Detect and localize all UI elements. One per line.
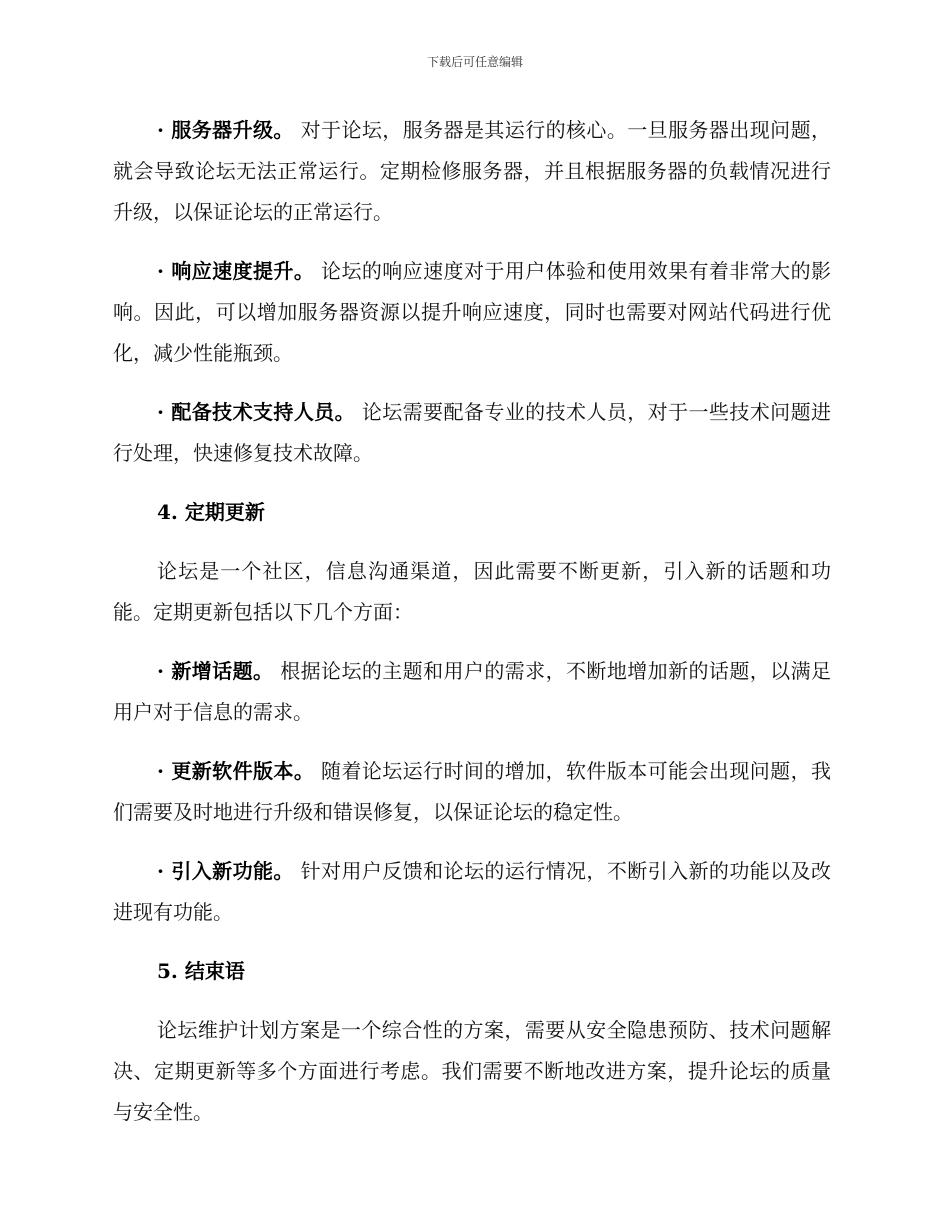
bullet-lead-tech-support: · 配备技术支持人员。 [157, 400, 356, 424]
paragraph-new-topics [113, 651, 831, 733]
section-heading-conclusion: 5. 结束语 [157, 959, 245, 983]
bullet-lead-new-features: · 引入新功能。 [157, 859, 294, 883]
paragraph-software-version [113, 751, 831, 833]
bullet-body-response-speed: 论坛的响应速度对于用户体验和使用效果有着非常大的影响。因此，可以增加服务器资源以提升响应速度，同时也需要对网站代码进行优化，减少性能瓶颈。 [113, 259, 831, 365]
paragraph-new-features [113, 851, 831, 933]
bullet-lead-new-topics: · 新增话题。 [157, 659, 274, 683]
bullet-lead-software-version: · 更新软件版本。 [157, 759, 315, 783]
bullet-body-server-upgrade: 对于论坛，服务器是其运行的核心。一旦服务器出现问题，就会导致论坛无法正常运行。定期检修服务器，并且根据服务器的负载情况进行升级，以保证论坛的正常运行。 [113, 118, 831, 224]
bullet-lead-response-speed: · 响应速度提升。 [157, 259, 315, 283]
bullet-lead-server-upgrade: · 服务器升级。 [157, 118, 294, 142]
paragraph-response-speed [113, 251, 831, 374]
section-heading-regular-updates: 4. 定期更新 [157, 500, 265, 524]
bullet-body-software-version: 随着论坛运行时间的增加，软件版本可能会出现问题，我们需要及时地进行升级和错误修复，以保证论坛的稳定性。 [113, 759, 831, 824]
paragraph-server-upgrade [113, 110, 831, 233]
bullet-body-new-topics: 根据论坛的主题和用户的需求，不断地增加新的话题，以满足用户对于信息的需求。 [113, 659, 831, 724]
page-header-note: 下载后可任意编辑 [426, 55, 523, 69]
bullet-body-new-features: 针对用户反馈和论坛的运行情况，不断引入新的功能以及改进现有功能。 [113, 859, 831, 924]
paragraph-conclusion: 论坛维护计划方案是一个综合性的方案，需要从安全隐患预防、技术问题解决、定期更新等多个方面进行考虑。我们需要不断地改进方案，提升论坛的质量与安全性。 [113, 1018, 831, 1124]
paragraph-tech-support [113, 392, 831, 474]
document-body [113, 110, 831, 1151]
bullet-body-tech-support: 论坛需要配备专业的技术人员，对于一些技术问题进行处理，快速修复技术故障。 [113, 400, 831, 465]
paragraph-update-intro: 论坛是一个社区，信息沟通渠道，因此需要不断更新，引入新的话题和功能。定期更新包括以下几个方面： [113, 559, 831, 624]
